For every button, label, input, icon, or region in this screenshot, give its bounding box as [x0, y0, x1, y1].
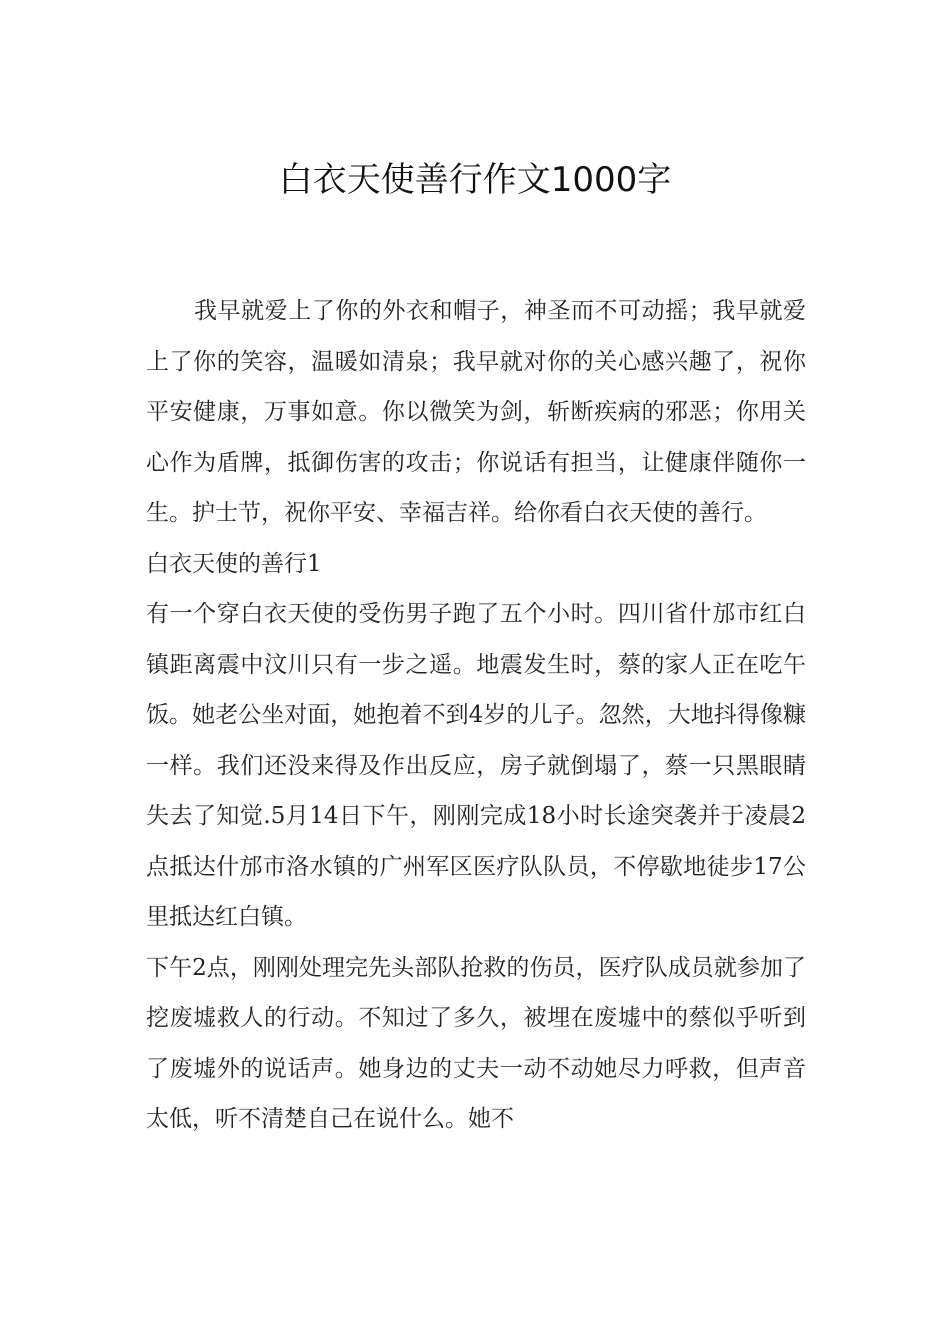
- section-heading: 白衣天使的善行1: [146, 550, 322, 577]
- paragraph-story-1: 有一个穿白衣天使的受伤男子跑了五个小时。四川省什邡市红白镇距离震中汶川只有一步之遥。地震发生时，蔡的家人正在吃午饭。她老公坐对面，她抱着不到4岁的儿子。忽然，大地抖得像糠一样。我们还没来得及作出反应，房子就倒塌了，蔡一只黑眼睛失去了知觉.5月14日下午，刚刚完成18小时长途突袭并于凌晨2点抵达什邡市洛水镇的广州军区医疗队队员，不停歇地徒步17公里抵达红白镇。: [146, 601, 806, 930]
- paragraph-story-2: 下午2点，刚刚处理完先头部队抢救的伤员，医疗队成员就参加了挖废墟救人的行动。不知过了多久，被埋在废墟中的蔡似乎听到了废墟外的说话声。她身边的丈夫一动不动她尽力呼救，但声音太低，听不清楚自己在说什么。她不: [146, 954, 806, 1132]
- document-body: [146, 286, 806, 1145]
- paragraph-intro: 我早就爱上了你的外衣和帽子，神圣而不可动摇；我早就爱上了你的笑容，温暖如清泉；我早就对你的关心感兴趣了，祝你平安健康，万事如意。你以微笑为剑，斩断疾病的邪恶；你用关心作为盾牌，抵御伤害的攻击；你说话有担当，让健康伴随你一生。护士节，祝你平安、幸福吉祥。给你看白衣天使的善行。: [146, 298, 806, 526]
- document-title: 白衣天使善行作文1000字: [278, 160, 672, 200]
